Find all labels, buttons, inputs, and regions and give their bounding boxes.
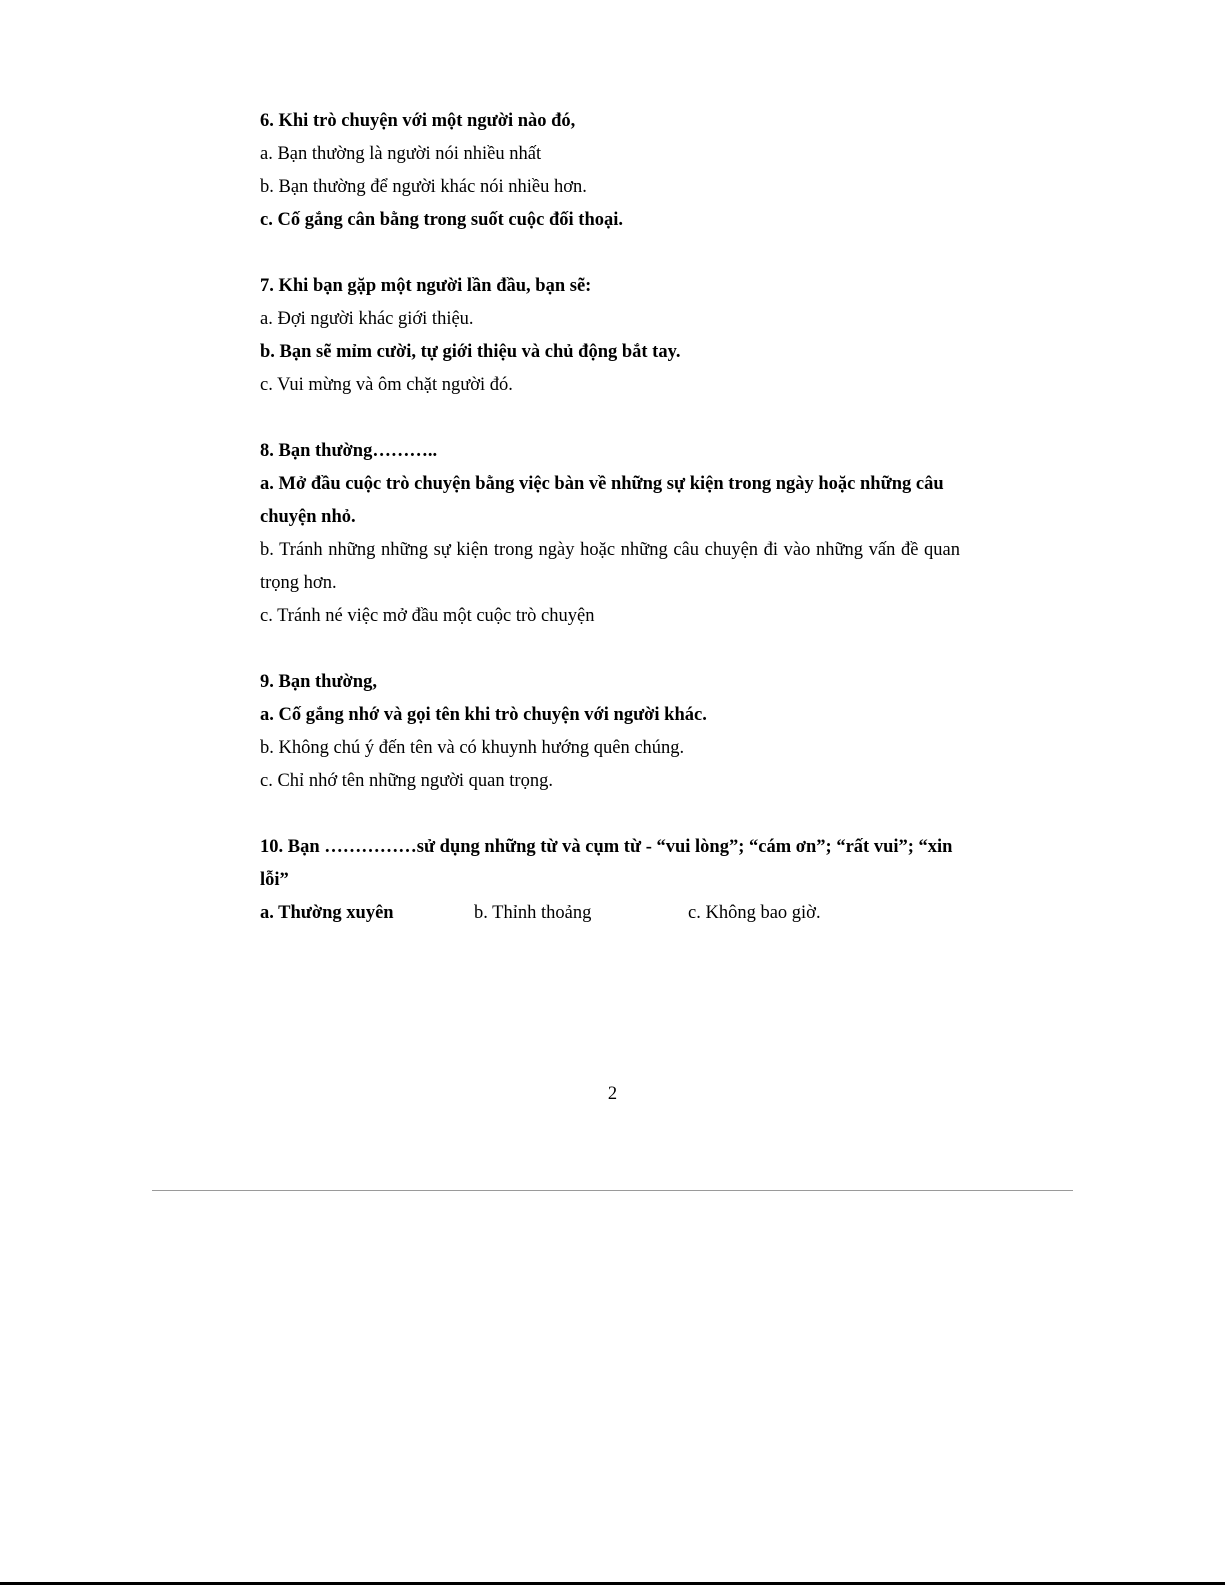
question-7-prompt: 7. Khi bạn gặp một người lần đầu, bạn sẽ: <box>260 276 592 296</box>
question-9-prompt: 9. Bạn thường, <box>260 672 377 692</box>
question-8-option-b: b. Tránh những những sự kiện trong ngày hoặc những câu chuyện đi vào những vấn đề quan trọng hơn. <box>260 540 960 593</box>
question-8-prompt: 8. Bạn thường……….. <box>260 441 438 461</box>
question-10-options <box>260 897 960 930</box>
question-9-option-a: a. Cố gắng nhớ và gọi tên khi trò chuyện với người khác. <box>260 705 707 725</box>
question-7-option-a: a. Đợi người khác giới thiệu. <box>260 309 474 329</box>
question-6-option-c: c. Cố gắng cân bằng trong suốt cuộc đối thoại. <box>260 210 624 230</box>
question-9 <box>260 666 960 798</box>
question-9-option-c: c. Chỉ nhớ tên những người quan trọng. <box>260 771 553 791</box>
page-divider <box>152 1190 1073 1191</box>
question-7 <box>260 270 960 402</box>
spacer <box>260 402 960 435</box>
question-9-option-b: b. Không chú ý đến tên và có khuynh hướng quên chúng. <box>260 738 685 758</box>
questionnaire-content <box>260 105 960 930</box>
question-10-prompt: 10. Bạn ……………sử dụng những từ và cụm từ - “vui lòng”; “cám ơn”; “rất vui”; “xin lỗi” <box>260 837 953 890</box>
question-10-option-a: a. Thường xuyên <box>260 903 394 923</box>
spacer <box>260 633 960 666</box>
page-number: 2 <box>607 1084 618 1104</box>
spacer <box>260 798 960 831</box>
question-8-option-c: c. Tránh né việc mở đầu một cuộc trò chuyện <box>260 606 595 626</box>
question-6-option-a: a. Bạn thường là người nói nhiều nhất <box>260 144 542 164</box>
question-6 <box>260 105 960 237</box>
question-10 <box>260 831 960 930</box>
question-7-option-b: b. Bạn sẽ mỉm cười, tự giới thiệu và chủ động bắt tay. <box>260 342 681 362</box>
question-8-option-a: a. Mở đầu cuộc trò chuyện bằng việc bàn về những sự kiện trong ngày hoặc những câu chuyện nhỏ. <box>260 474 944 527</box>
question-10-option-b: b. Thỉnh thoảng <box>474 903 592 923</box>
question-7-option-c: c. Vui mừng và ôm chặt người đó. <box>260 375 513 395</box>
question-10-option-c: c. Không bao giờ. <box>688 903 821 923</box>
question-6-prompt: 6. Khi trò chuyện với một người nào đó, <box>260 111 576 131</box>
question-6-option-b: b. Bạn thường để người khác nói nhiều hơn. <box>260 177 587 197</box>
question-8 <box>260 435 960 633</box>
spacer <box>260 237 960 270</box>
